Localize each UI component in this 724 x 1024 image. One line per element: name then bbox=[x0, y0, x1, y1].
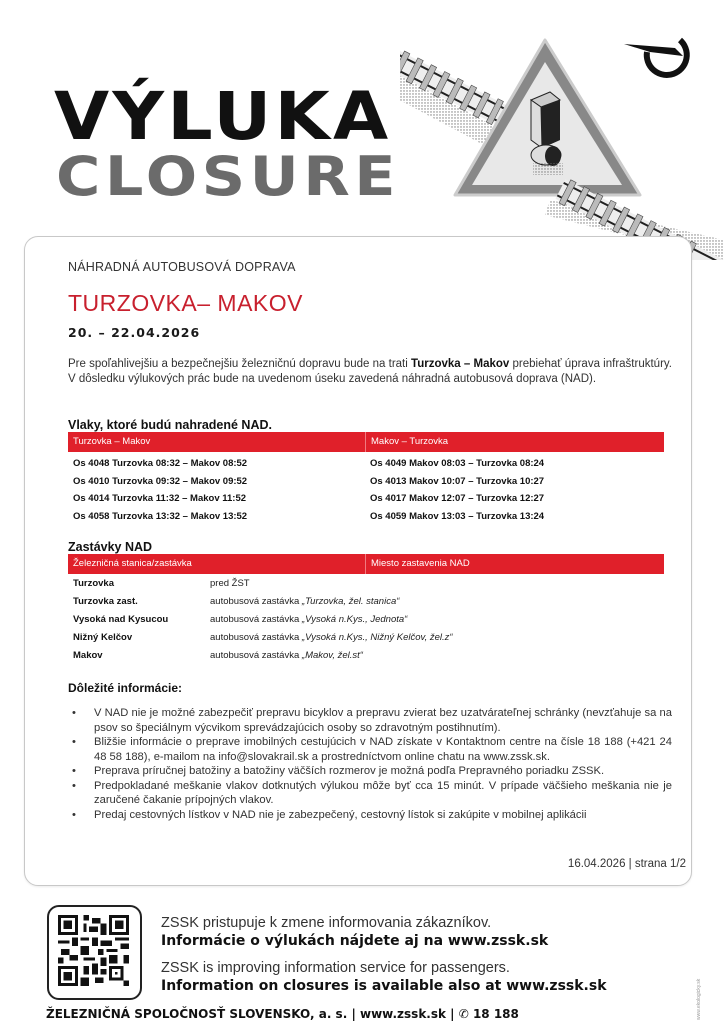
train-left: Os 4048 Turzovka 08:32 – Makov 08:52 bbox=[73, 458, 248, 470]
stops-heading: Zastávky NAD bbox=[68, 540, 153, 554]
trains-col2-header: Makov – Turzovka bbox=[371, 436, 449, 447]
train-right: Os 4013 Makov 10:07 – Turzovka 10:27 bbox=[370, 475, 545, 487]
stop-station: Makov bbox=[73, 650, 103, 662]
train-right: Os 4059 Makov 13:03 – Turzovka 13:24 bbox=[370, 510, 545, 522]
stops-table-header bbox=[68, 554, 664, 574]
stop-place bbox=[210, 650, 664, 661]
stop-place-prefix: autobusová zastávka bbox=[210, 595, 302, 607]
stop-place-prefix: pred ŽST bbox=[210, 577, 250, 589]
trains-col1-header: Turzovka – Makov bbox=[68, 432, 366, 452]
train-left: Os 4010 Turzovka 09:32 – Makov 09:52 bbox=[73, 475, 248, 487]
train-left: Os 4058 Turzovka 13:32 – Makov 13:52 bbox=[73, 510, 248, 522]
stop-place-name: „Vysoká n.Kys., Jednota“ bbox=[301, 613, 408, 625]
notice-subtitle: NÁHRADNÁ AUTOBUSOVÁ DOPRAVA bbox=[68, 260, 296, 274]
stop-place-prefix: autobusová zastávka bbox=[210, 650, 302, 662]
footer-en-notice: ZSSK is improving information service for passengers. bbox=[161, 960, 510, 976]
closure-dates: 20. – 22.04.2026 bbox=[68, 325, 201, 340]
table-row bbox=[68, 592, 664, 610]
stop-station: Turzovka bbox=[73, 577, 115, 589]
stop-station: Nižný Kelčov bbox=[73, 632, 133, 644]
train-right: Os 4049 Makov 08:03 – Turzovka 08:24 bbox=[370, 458, 545, 470]
company-line: ŽELEZNIČNÁ SPOLOČNOSŤ SLOVENSKO, a. s. | www.zssk.sk | ✆ 18 188 bbox=[46, 1007, 519, 1021]
table-row bbox=[68, 455, 664, 473]
qr-code-icon[interactable] bbox=[58, 915, 129, 986]
title-vyluka: VÝLUKA bbox=[54, 78, 392, 155]
stop-place-prefix: autobusová zastávka bbox=[210, 632, 302, 644]
zssk-logo-icon bbox=[620, 30, 700, 85]
list-item: • V NAD nie je možné zabezpečiť prepravu bicyklov a prepravu zvierat bez uzatvárateľnej schránky (nevzťahuje sa na psov so špeciálnym výcvikom sprevádzajúcich osoby so zdravotným postihnutím). bbox=[68, 706, 672, 735]
title-closure: CLOSURE bbox=[56, 145, 401, 208]
intro-text-1: Pre spoľahlivejšiu a bezpečnejšiu železničnú dopravu bude na trati bbox=[68, 358, 412, 370]
intro-paragraph bbox=[68, 357, 672, 386]
info-heading: Dôležité informácie: bbox=[68, 681, 183, 695]
stops-col2-header: Miesto zastavenia NAD bbox=[371, 558, 470, 569]
list-item: • Predaj cestovných lístkov v NAD nie je zabezpečený, cestovný lístok si zakúpite v mobilnej aplikácii bbox=[68, 808, 672, 823]
intro-route-bold: Turzovka – Makov bbox=[411, 358, 510, 370]
stop-place bbox=[210, 578, 664, 589]
stop-place-name: „Turzovka, žel. stanica“ bbox=[301, 595, 400, 607]
table-row bbox=[68, 508, 664, 526]
table-row bbox=[68, 610, 664, 628]
intro-text-2: prebiehať úprava infraštruktúry. V dôsledku výlukových prác bude na uvedenom úseku zavedená náhradná autobusová doprava (NAD). bbox=[68, 358, 672, 385]
table-row bbox=[68, 574, 664, 592]
table-row bbox=[68, 629, 664, 647]
stop-place-name: „Vysoká n.Kys., Nižný Kelčov, žel.z“ bbox=[301, 632, 453, 644]
stop-station: Vysoká nad Kysucou bbox=[73, 613, 169, 625]
list-item: • Preprava príručnej batožiny a batožiny väčších rozmerov je možná podľa Prepravného poriadku ZSSK. bbox=[68, 764, 672, 779]
page-info: 16.04.2026 | strana 1/2 bbox=[567, 858, 686, 870]
info-list bbox=[68, 706, 672, 822]
stop-place-name: „Makov, žel.st“ bbox=[301, 650, 363, 662]
footer-en-link[interactable]: Information on closures is available also at www.zssk.sk bbox=[161, 978, 607, 994]
stop-station: Turzovka zast. bbox=[73, 595, 138, 607]
train-left: Os 4014 Turzovka 11:32 – Makov 11:52 bbox=[73, 493, 247, 505]
table-row bbox=[68, 647, 664, 665]
stop-place bbox=[210, 614, 664, 625]
stop-place bbox=[210, 632, 664, 643]
trains-table bbox=[68, 455, 664, 525]
footer-sk-notice: ZSSK pristupuje k zmene informovania zákazníkov. bbox=[161, 915, 492, 931]
stop-place-prefix: autobusová zastávka bbox=[210, 613, 302, 625]
stop-place bbox=[210, 596, 664, 607]
list-item: • Predpokladané meškanie vlakov dotknutých výlukou môže byť cca 15 minút. V prípade väčšieho meškania nie je zaručené čakanie prípojných vlakov. bbox=[68, 779, 672, 808]
stops-col1-header: Železničná stanica/zastávka bbox=[68, 554, 366, 574]
eco-mark: www.ekologicky.sk bbox=[696, 978, 702, 1020]
footer-sk-link[interactable]: Informácie o výlukách nájdete aj na www.zssk.sk bbox=[161, 933, 549, 949]
route-title: TURZOVKA– MAKOV bbox=[68, 290, 303, 316]
table-row bbox=[68, 473, 664, 491]
trains-heading: Vlaky, ktoré budú nahradené NAD. bbox=[68, 418, 272, 432]
trains-table-header bbox=[68, 432, 664, 452]
list-item: • Bližšie informácie o preprave imobilných cestujúcich v NAD získate v Kontaktnom centre na čísle 18 188 (+421 24 48 58 188), e-mailom na info@slovakrail.sk a prostredníctvom online chatu na www.zssk.sk. bbox=[68, 735, 672, 764]
stops-table bbox=[68, 574, 664, 665]
table-row bbox=[68, 490, 664, 508]
train-right: Os 4017 Makov 12:07 – Turzovka 12:27 bbox=[370, 493, 545, 505]
